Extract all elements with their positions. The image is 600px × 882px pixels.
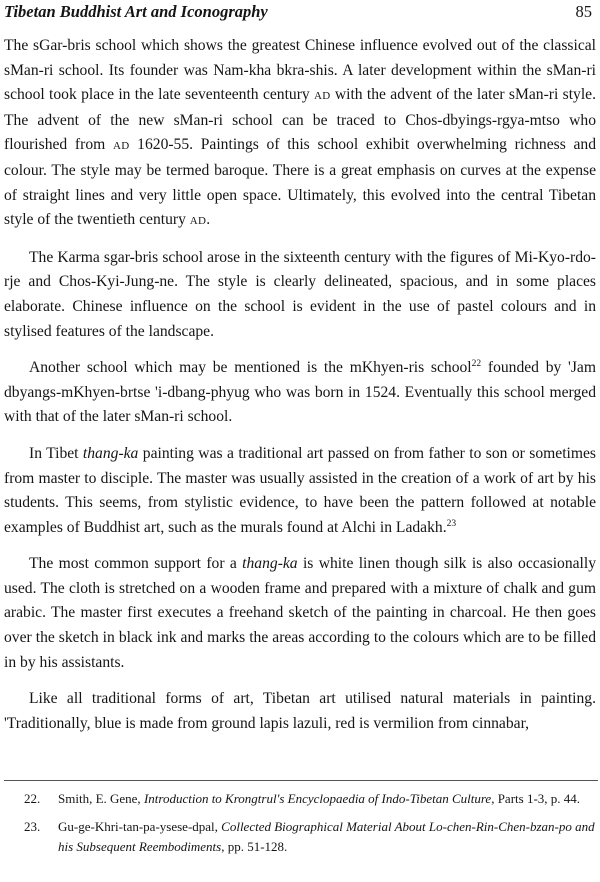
paragraph-sgar-bris-school <box>4 34 596 234</box>
italic-term: thang-ka <box>242 555 298 573</box>
paragraph-karma-sgar-bris: The Karma sgar-bris school arose in the sixteenth century with the figures of Mi-Kyo-rdo-rje and Chos-Kyi-Jung-ne. The style is clearly delineated, spacious, and in some places elaborate. Chinese influence on the school is evident in the use of pastel colours and in stylised features of the landscape. <box>4 248 596 340</box>
footnote-22 <box>4 789 598 809</box>
running-title: Tibetan Buddhist Art and Iconography <box>4 2 268 21</box>
text-run: The sGar-bris school which shows the greatest Chinese influence evolved out of the classical sMan-ri school. Its founder was Nam-kha bkra-shis. A later development within the sMan-ri school took place in the late seventeenth century <box>4 37 596 104</box>
paragraph-thang-ka-support <box>4 552 596 675</box>
footnote-ref[interactable]: 23 <box>446 518 457 529</box>
footnote-23 <box>4 817 598 857</box>
text-run: The most common support for a <box>29 555 243 573</box>
page-number: 85 <box>575 2 592 21</box>
text-run: painting was a traditional art passed on from father to son or sometimes from master to disciple. The master was usually assisted in the creation of a work of art by his students. This seems, from stylistic evidence, to have been the pattern followed at notable examples of Buddhist art, such as the murals found at Alchi in Ladakh. <box>4 444 596 536</box>
footnote-title: Introduction to Krongtrul's Encyclopaedia of Indo-Tibetan Culture <box>143 791 492 806</box>
text-run: . <box>206 211 211 229</box>
text-run: founded by 'Jam dbyangs-mKhyen-brtse 'i-dbang-phyug who was born in 1524. Eventually this school merged with that of the later sMan-ri school. <box>4 359 596 426</box>
footnote-author: Gu-ge-Khri-tan-pa-ysese-dpal, <box>58 819 222 834</box>
paragraph-natural-materials: Like all traditional forms of art, Tibetan art utilised natural materials in painting. 'Traditionally, blue is made from ground lapis lazuli, red is vermilion from cinnabar, <box>4 690 596 732</box>
text-run: with the advent of the later sMan-ri style. The advent of the new sMan-ri school can be traced to Chos-dbyings-rgya-mtso who flourished from <box>4 86 596 154</box>
footnote-pages: , pp. 51-128. <box>221 839 288 854</box>
text-run: Another school which may be mentioned is the mKhyen-ris school <box>29 359 472 377</box>
footnotes <box>4 789 598 865</box>
footnote-pages: , Parts 1-3, p. 44. <box>491 791 581 806</box>
footnote-separator <box>4 780 598 781</box>
era-abbreviation: AD <box>189 215 207 228</box>
era-abbreviation: AD <box>112 140 130 153</box>
text-run: 1620-55. Paintings of this school exhibit overwhelming richness and colour. The style may be termed baroque. There is a great emphasis on curves at the expense of straight lines and very little open space. Ultimately, this evolved into the central Tibetan style of the twentieth century <box>4 136 596 229</box>
footnote-number: 23. <box>24 819 41 834</box>
body-text <box>4 34 596 748</box>
footnote-author: Smith, E. Gene, <box>58 791 144 806</box>
text-run: is white linen though silk is also occasionally used. The cloth is stretched on a wooden frame and prepared with a mixture of chalk and gum arabic. The master first executes a freehand sketch of the painting in charcoal. He then goes over the sketch in black ink and marks the areas according to the colours which are to be filled in by his assistants. <box>4 555 596 671</box>
page-header <box>0 0 600 28</box>
footnote-title: Collected Biographical Material About Lo-chen-Rin-Chen-bzan-po and his Subsequent Reembodiments <box>58 819 595 854</box>
text-run: In Tibet <box>29 444 83 462</box>
era-abbreviation: AD <box>314 90 331 103</box>
footnote-number: 22. <box>24 791 41 806</box>
paragraph-mkhyen-ris-school <box>4 356 596 430</box>
paragraph-thang-ka-tradition <box>4 442 596 540</box>
footnote-ref[interactable]: 22 <box>471 358 482 369</box>
italic-term: thang-ka <box>82 444 139 462</box>
